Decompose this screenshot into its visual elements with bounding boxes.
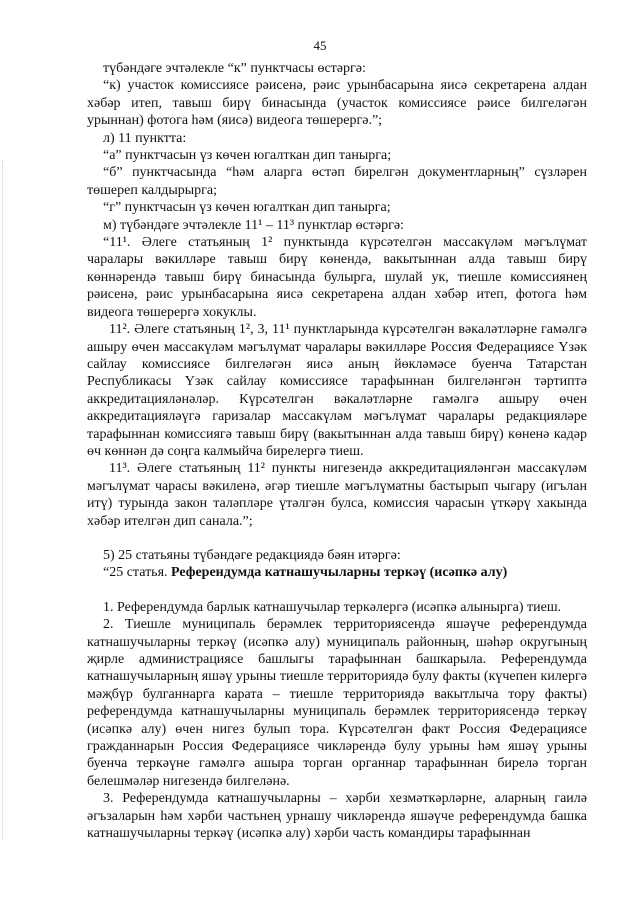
paragraph-gap: [87, 530, 587, 547]
paragraph: “г” пунктчасын үз көчен югалткан дип танырга;: [103, 200, 391, 216]
paragraph: 3. Референдумда катнашучыларны – хәрби хезмәткәрләрне, аларның гаилә әгъзаларын һәм хәрби частьнең урнашу чикләрендә яшәүче референдумда башка катнашучыларны теркәү (исәпкә алу) хәрби часть командиры тарафыннан: [87, 791, 587, 842]
paragraph: 11³. Әлеге статьяның 11² пункты нигезендә аккредитацияләнгән массакүләм мәгълүмат чарасы вәкиленә, әгәр тиешле мәгълүматны бастырып чыгару (игълан итү) турында закон таләпләре үтәлгән булса, комиссия чарасын үткәрү хакында хәбәр ителгән дип санала.”;: [87, 461, 587, 529]
paragraph: “11¹. Әлеге статьяның 1² пунктында күрсәтелгән массакүләм мәгълүмат чаралары вәкилләре тавыш бирү көнендә, вакытыннан алда тавыш бирү көннәрендә тавыш бирү бинасында булырга, шулай ук, тиешле комиссиянең рәисенә, рәис урынбасарына яисә секретарена алдан хәбәр итеп, фотога һәм видеога төшерергә хокуклы.: [87, 235, 587, 320]
paragraph: “б” пунктчасында “һәм аларга өстәп бирелгән документларның” сүзләрен төшереп калдырырга;: [87, 165, 587, 198]
paragraph: 5) 25 статьяны түбәндәге редакциядә бәян итәргә:: [103, 547, 401, 563]
paragraph: л) 11 пунктта:: [103, 130, 187, 146]
article-title: Референдумда катнашучыларны теркәү (исәпкә алу): [171, 565, 508, 581]
paragraph: 11². Әлеге статьяның 1², 3, 11¹ пунктларында күрсәтелгән вәкаләтләрне гамәлгә ашыру өчен массакүләм мәгълүмат чаралары вәкилләре Россия Федерациясе Үзәк сайлау комиссиясе билгеләгән яисә аның йөкләмәсе буенча Татарстан Республикасы Үзәк сайлау комиссиясе тарафыннан билгеләнгән тәртиптә аккредитацияләнәләр. Күрсәтелгән вәкаләтләрне гамәлгә ашыру өчен аккредитацияләүгә гаризалар массакүләм мәгълүмат чаралары редакцияләре тарафыннан комиссиягә тавыш бирү (вакытыннан алда тавыш бирү) көненә кадәр өч көннән дә соңга калмыйча бирелергә тиеш.: [87, 322, 587, 459]
paragraph-gap: [87, 582, 587, 599]
page-number: 45: [313, 38, 327, 53]
paragraph: “а” пунктчасын үз көчен югалткан дип танырга;: [103, 148, 392, 164]
paragraph: 2. Тиешле муниципаль берәмлек территориясендә яшәүче референдумда катнашучыларны теркәү (исәпкә алу) муниципаль районның, шәһәр округының җирле администрациясе башлыгы тарафыннан башкарыла. Референдумда катнашучыларның яшәү урыны тиешле территориядә булу факты (күчепен килергә мәҗбүр булганнарга карата – тиешле территориядә вакытлыча тору факты) референдумда катнашучыларны муниципаль берәмлек территориясендә теркәү (исәпкә алу) өчен нигез булып тора. Күрсәтелгән факт Россия Федерациясе гражданнарын Россия Федерациясе чикләрендә булу урыны һәм яшәү урыны буенча теркәүне гамәлгә ашыра торган органнар тарафыннан бирелә торган белешмәләр нигезендә билгеләнә.: [87, 617, 587, 789]
paragraph: м) түбәндәге эчтәлекле 11¹ – 11³ пунктлар өстәргә:: [103, 217, 404, 233]
scan-margin-dots: [2, 160, 4, 840]
paragraph: түбәндәге эчтәлекле “к” пунктчасы өстәргә:: [103, 61, 366, 76]
paragraph: “к) участок комиссиясе рәисенә, рәис урынбасарына яисә секретарена алдан хәбәр итеп, тавыш бирү бинасында (участок комиссиясе рәисе билгеләгән урыннан) фотога һәм (яисә) видеога төшерергә.”;: [87, 78, 587, 129]
document-body: [87, 60, 587, 842]
article-heading: [87, 564, 587, 581]
paragraph: 1. Референдумда барлык катнашучылар теркәлергә (исәпкә алынырга) тиеш.: [103, 599, 562, 615]
article-heading-prefix: “25 статья.: [103, 565, 172, 581]
